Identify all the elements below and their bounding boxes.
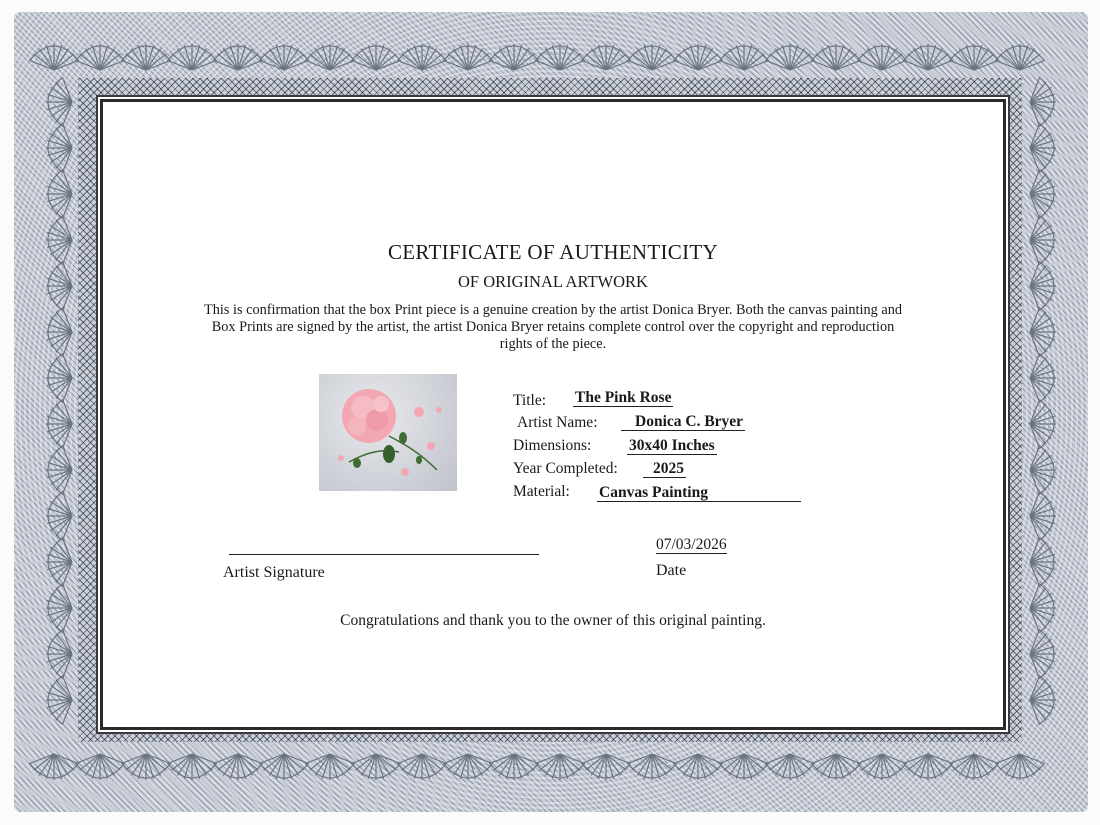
border-fan-ornament [1030, 215, 1056, 264]
border-fan-ornament [857, 44, 906, 70]
border-fan-ornament [811, 754, 860, 780]
border-fan-ornament [259, 44, 308, 70]
border-fan-ornament [995, 44, 1044, 70]
border-fan-ornament [121, 44, 170, 70]
artwork-thumbnail [319, 374, 457, 491]
border-fan-ornament [765, 754, 814, 780]
border-fan-ornament [765, 44, 814, 70]
border-fan-ornament [535, 44, 584, 70]
border-fan-ornament [46, 261, 72, 310]
border-fan-ornament [46, 215, 72, 264]
border-fan-ornament [903, 754, 952, 780]
border-fan-ornament [627, 754, 676, 780]
border-fan-ornament [903, 44, 952, 70]
border-fan-ornament [46, 629, 72, 678]
border-fan-ornament [351, 754, 400, 780]
year-completed-label: Year Completed: [513, 460, 618, 477]
title-value: The Pink Rose [575, 389, 672, 406]
border-fan-ornament [719, 754, 768, 780]
border-fan-ornament [46, 491, 72, 540]
border-fan-ornament [75, 754, 124, 780]
border-fan-ornament [305, 754, 354, 780]
border-fan-ornament [443, 754, 492, 780]
border-fan-ornament [857, 754, 906, 780]
date-value: 07/03/2026 [656, 536, 727, 553]
border-fan-ornament [351, 44, 400, 70]
border-fan-ornament [46, 445, 72, 494]
border-fan-ornament [1030, 491, 1056, 540]
artist-name-value: Donica C. Bryer [621, 413, 745, 431]
certificate-body-text: This is confirmation that the box Print piece is a genuine creation by the artist Donica Bryer. Both the canvas painting and Box Prints are signed by the artist, the artist Donica Bryer retains complete control over the copyright and reproduction rights of the piece. [204, 302, 902, 352]
border-fan-ornament [29, 754, 78, 780]
border-fan-ornament [1030, 123, 1056, 172]
border-fan-ornament [443, 44, 492, 70]
border-fan-ornament [535, 754, 584, 780]
border-fan-ornament [46, 399, 72, 448]
material-label: Material: [513, 483, 570, 500]
border-fan-ornament [46, 77, 72, 126]
dimensions-value: 30x40 Inches [629, 437, 715, 454]
artist-signature-label: Artist Signature [223, 564, 325, 581]
date-label: Date [656, 562, 687, 579]
border-fan-ornament [46, 123, 72, 172]
border-fan-ornament [46, 353, 72, 402]
border-fan-ornament [673, 44, 722, 70]
border-fan-ornament [1030, 675, 1056, 724]
border-fan-ornament [949, 754, 998, 780]
border-fan-ornament [1030, 537, 1056, 586]
border-fan-ornament [1030, 77, 1056, 126]
certificate-panel [100, 99, 1006, 730]
border-fan-ornament [1030, 261, 1056, 310]
border-fan-ornament [1030, 307, 1056, 356]
border-fan-ornament [1030, 353, 1056, 402]
border-fan-ornament [995, 754, 1044, 780]
closing-message: Congratulations and thank you to the owner of this original painting. [340, 612, 766, 629]
certificate-subtitle: OF ORIGINAL ARTWORK [458, 272, 648, 291]
border-fan-ornament [213, 754, 262, 780]
border-fan-ornament [29, 44, 78, 70]
border-fan-ornament [397, 754, 446, 780]
border-fan-ornament [259, 754, 308, 780]
border-fan-ornament [489, 44, 538, 70]
border-fan-ornament [949, 44, 998, 70]
certificate-title: CERTIFICATE OF AUTHENTICITY [388, 240, 718, 264]
border-fan-ornament [581, 44, 630, 70]
border-fan-ornament [719, 44, 768, 70]
border-fan-ornament [627, 44, 676, 70]
border-fan-ornament [1030, 445, 1056, 494]
border-fan-ornament [46, 583, 72, 632]
border-fan-ornament [213, 44, 262, 70]
border-fan-ornament [1030, 399, 1056, 448]
border-fan-ornament [46, 675, 72, 724]
border-fan-ornament [673, 754, 722, 780]
border-fan-ornament [1030, 169, 1056, 218]
border-fan-ornament [167, 44, 216, 70]
border-fan-ornament [167, 754, 216, 780]
artist-name-label: Artist Name: [517, 414, 598, 431]
signature-line [229, 554, 539, 555]
border-fan-ornament [46, 537, 72, 586]
border-fan-ornament [75, 44, 124, 70]
border-fan-ornament [811, 44, 860, 70]
pink-rose-painting [319, 374, 457, 491]
material-value: Canvas Painting [597, 484, 801, 502]
dimensions-label: Dimensions: [513, 437, 592, 454]
title-label: Title: [513, 392, 547, 409]
border-fan-ornament [489, 754, 538, 780]
border-fan-ornament [397, 44, 446, 70]
border-fan-ornament [581, 754, 630, 780]
border-fan-ornament [46, 307, 72, 356]
border-fan-ornament [305, 44, 354, 70]
border-fan-ornament [1030, 583, 1056, 632]
border-fan-ornament [46, 169, 72, 218]
year-completed-value: 2025 [643, 460, 686, 478]
border-fan-ornament [1030, 629, 1056, 678]
border-fan-ornament [121, 754, 170, 780]
